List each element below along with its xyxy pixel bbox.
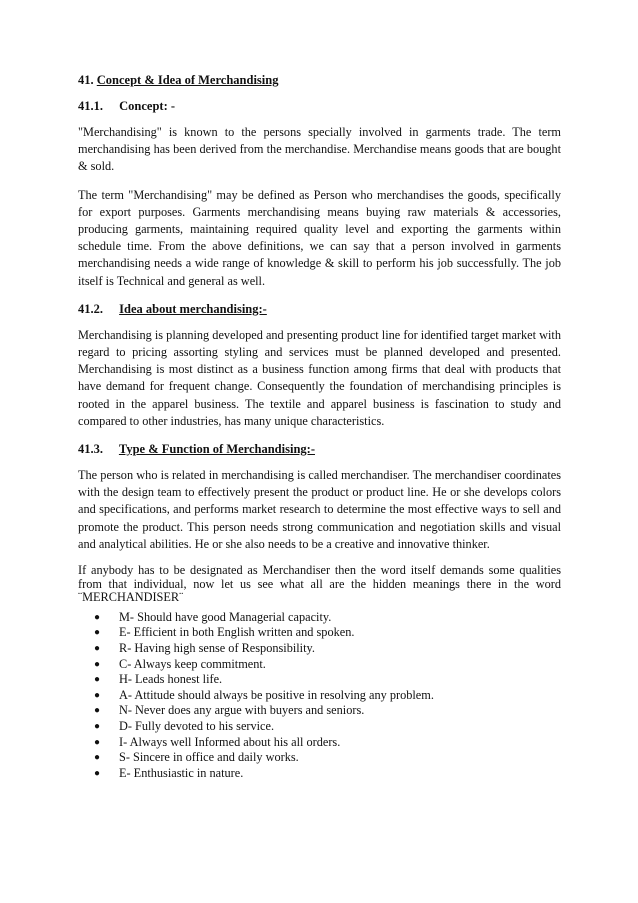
- paragraph: The person who is related in merchandising is called merchandiser. The merchandiser coordinates with the design team to effectively present the product or product line. He or she develops colors and specifications, and performs market research to determine the most effective ways to sell and promote the product. This person needs strong communication and negotiation skills and visual and analytical abilities. He or she also needs to be a creative and innovative thinker.: [78, 468, 561, 551]
- section-number: 41.3.: [78, 442, 103, 457]
- list-item: [94, 766, 561, 782]
- document-page: [78, 72, 561, 781]
- list-item-text: H- Leads honest life.: [119, 672, 223, 687]
- list-item-text: A- Attitude should always be positive in resolving any problem.: [119, 687, 434, 702]
- bullet-icon: ●: [94, 627, 101, 639]
- section-heading-text: Concept: -: [119, 99, 176, 113]
- bullet-icon: ●: [94, 736, 101, 748]
- list-item-text: D- Fully devoted to his service.: [119, 719, 275, 733]
- merchandiser-qualities-list: [78, 610, 561, 782]
- bullet-icon: ●: [94, 705, 101, 717]
- list-item: [94, 657, 561, 673]
- bullet-icon: ●: [94, 721, 101, 732]
- list-item-text: I- Always well Informed about his all orders.: [119, 734, 341, 749]
- paragraph: Merchandising is planning developed and presenting product line for identified target market with regard to pricing assorting styling and services must be planned developed and presented. Merchandising is most distinct as a business function among firms that deal with products that have demand for frequent change. Consequently the foundation of merchandising principles is rooted in the apparel business. The textile and apparel business is fascination to study and compared to other industries, has many unique characteristics.: [78, 327, 561, 428]
- section-heading-text: Idea about merchandising:-: [119, 301, 267, 316]
- bullet-icon: ●: [94, 767, 101, 779]
- list-item-text: M- Should have good Managerial capacity.: [119, 609, 332, 624]
- title-text: Concept & Idea of Merchandising: [96, 73, 279, 87]
- section-heading-type-function: [78, 441, 561, 457]
- list-item-text: E- Efficient in both English written and spoken.: [119, 625, 355, 640]
- list-item: [94, 703, 561, 719]
- list-item: [94, 688, 561, 704]
- bullet-icon: ●: [94, 658, 101, 670]
- list-item: [94, 750, 561, 766]
- list-item-text: R- Having high sense of Responsibility.: [119, 641, 315, 656]
- section-number: 41.2.: [78, 301, 103, 316]
- bullet-icon: ●: [94, 674, 101, 686]
- list-item: [94, 735, 561, 751]
- section-heading-concept: [78, 98, 561, 114]
- bullet-icon: ●: [94, 752, 101, 764]
- bullet-icon: ●: [94, 643, 101, 655]
- page-title: [78, 72, 561, 88]
- paragraph: "Merchandising" is known to the persons specially involved in garments trade. The term merchandising has been derived from the merchandise. Merchandise means goods that are bought & sold.: [78, 125, 561, 174]
- bullet-icon: ●: [94, 689, 101, 701]
- list-item: [94, 719, 561, 735]
- bullet-icon: ●: [94, 611, 101, 623]
- paragraph: If anybody has to be designated as Merchandiser then the word itself demands some qualities from that individual, now let us see what all are the hidden meanings there in the word ¨MERCHANDISER¨: [78, 563, 561, 605]
- list-item-text: C- Always keep commitment.: [119, 656, 266, 671]
- section-heading-idea: [78, 301, 561, 317]
- list-item-text: S- Sincere in office and daily works.: [119, 750, 299, 765]
- list-item: [94, 625, 561, 641]
- section-number: 41.1.: [78, 99, 103, 113]
- list-item: [94, 672, 561, 688]
- list-item-text: E- Enthusiastic in nature.: [119, 765, 244, 780]
- section-heading-text: Type & Function of Merchandising:-: [118, 442, 315, 457]
- list-item-text: N- Never does any argue with buyers and seniors.: [119, 703, 365, 718]
- list-item: [94, 610, 561, 626]
- title-number: 41.: [78, 73, 94, 87]
- paragraph: The term "Merchandising" may be defined as Person who merchandises the goods, specifically for export purposes. Garments merchandising means buying raw materials & accessories, producing garments, maintaining required quality level and exporting the garments within schedule time. From the above definitions, we can say that a person involved in garments merchandising needs a wide range of knowledge & skill to perform his job successfully. The job itself is Technical and general as well.: [78, 187, 561, 288]
- list-item: [94, 641, 561, 657]
